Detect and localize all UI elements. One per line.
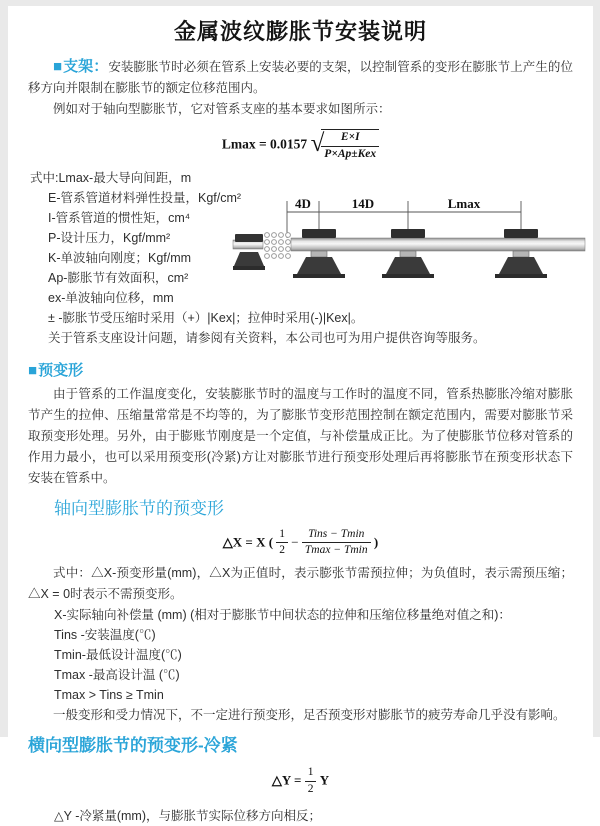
axial-formula-lhs: △X = X ( (222, 533, 274, 549)
lateral-formula (28, 766, 573, 797)
section-marker-icon: ■ (53, 58, 63, 75)
support-intro-paragraph (28, 56, 573, 99)
lmax-formula-radicand (321, 129, 379, 162)
axial-formula-minus: − (291, 533, 299, 549)
lateral-formula-half (305, 766, 317, 797)
lmax-formula-lhs: Lmax = 0.0157 (221, 136, 308, 152)
definition-item: E-管系管道材料弹性投量，Kgf/cm² (48, 190, 242, 205)
axial-formula (28, 528, 573, 559)
definition-item: Ap-膨胀节有效面积，cm² (48, 270, 189, 285)
lmax-formula-numerator: E×I (321, 131, 379, 147)
bellows-icon (265, 232, 291, 258)
axial-formula-tempfrac (302, 528, 371, 559)
predeform-heading-label: 预变形 (38, 361, 84, 379)
definition-item: P-设计压力，Kgf/mm² (48, 230, 171, 245)
lateral-subheading: 横向型膨胀节的预变形-冷紧 (28, 736, 238, 756)
definitions-lead: 式中:Lmax-最大导向间距，m (30, 170, 192, 185)
section-marker-icon: ■ (28, 361, 38, 379)
temp-denominator: Tmax − Tmin (304, 544, 368, 557)
dim-label-lmax: Lmax (447, 195, 481, 211)
dim-label-4d: 4D (295, 195, 311, 211)
support-section-heading (53, 58, 108, 75)
radical-sign: √ (310, 130, 325, 158)
lateral-formula-lhs: △Y = (271, 772, 302, 788)
guide-support (293, 229, 345, 278)
half-denominator: 2 (307, 782, 314, 795)
axial-explain: 式中：△X-预变形量(mm)，△X为正值时，表示膨张节需预拉伸；为负值时，表示需预压缩；△X = 0时表示不需预变形。 (28, 566, 573, 602)
axial-def-line: Tins -安装温度(℃) (54, 628, 156, 643)
axial-def-line: X-实际轴向补偿量 (mm) (相对于膨胀节中间状态的拉伸和压缩位移量绝对值之和)： (54, 608, 511, 623)
dim-label-14d: 14D (351, 195, 375, 211)
predeform-section-heading (28, 361, 573, 381)
axial-def-line: Tmax > Tins ≥ Tmin (54, 688, 164, 703)
lateral-formula-rhs: Y (319, 772, 330, 788)
predeform-body: 由于管系的工作温度变化，安装膨胀节时的温度与工作时的温度不同，管系热膨胀冷缩对膨胀节产生的拉伸、压缩量常常是不均等的，为了膨胀节变形范围控制在额定范围内，需要对膨胀节采取预变形处理。另外，由于膨账节刚度是一个定值，与补偿量成正比。为了使膨胀节位移对管系的作用力最小，也可以采用预变形(冷紧)方让对膨胀节进行预变形处理后再将膨胀节在预变形状态下安装在管系中。 (28, 386, 573, 485)
support-intro-text: 安装膨胀节时必须在管系上安装必要的支架，以控制管系的变形在膨胀节上产生的位移方向并限制在膨胀节的额定位移范围内。 (28, 60, 573, 95)
support-example-line: 例如对于轴向型膨胀节，它对管系支座的基本要求如图所示： (53, 102, 391, 116)
definition-item: ex-单波轴向位移，mm (48, 290, 174, 305)
guide-support (495, 229, 547, 278)
support-diagram (233, 194, 585, 294)
axial-formula-half (276, 528, 288, 559)
axial-def-line: Tmin-最低设计温度(℃) (54, 648, 182, 663)
lmax-formula (28, 129, 573, 162)
half-numerator: 1 (305, 766, 317, 782)
page-title: 金属波纹膨胀节安装说明 (173, 19, 427, 44)
guide-support (382, 229, 434, 278)
definition-item: K-单波轴向刚度；Kgf/mm (48, 250, 192, 265)
support-note: 关于管系支座设计问题，请参阅有关资料，本公司也可为用户提供咨询等服务。 (48, 330, 486, 345)
definition-item: I-管系管道的惯性矩，cm⁴ (48, 210, 191, 225)
axial-subheading: 轴向型膨胀节的预变形 (54, 498, 224, 518)
definitions-block (28, 168, 573, 328)
temp-numerator: Tins − Tmin (302, 528, 371, 544)
lmax-formula-denominator: P×Ap±Kex (324, 147, 377, 160)
half-denominator: 2 (279, 544, 286, 557)
definition-item: ± -膨胀节受压缩时采用（+）|Kex|；拉伸时采用(-)|Kex|。 (48, 310, 364, 325)
axial-def-line: Tmax -最高设计温 (℃) (54, 668, 180, 683)
support-heading-label: 支架： (63, 58, 109, 75)
half-numerator: 1 (276, 528, 288, 544)
anchor-support (233, 234, 265, 270)
axial-general-note: 一般变形和受力情况下，不一定进行预变形，足否预变形对膨胀节的疲劳寿命几乎没有影响。 (53, 708, 566, 723)
axial-formula-rhs: ) (373, 533, 379, 549)
lateral-note: △Y -冷紧量(mm)，与膨胀节实际位移方向相反； (54, 808, 322, 823)
pipe (291, 238, 585, 251)
